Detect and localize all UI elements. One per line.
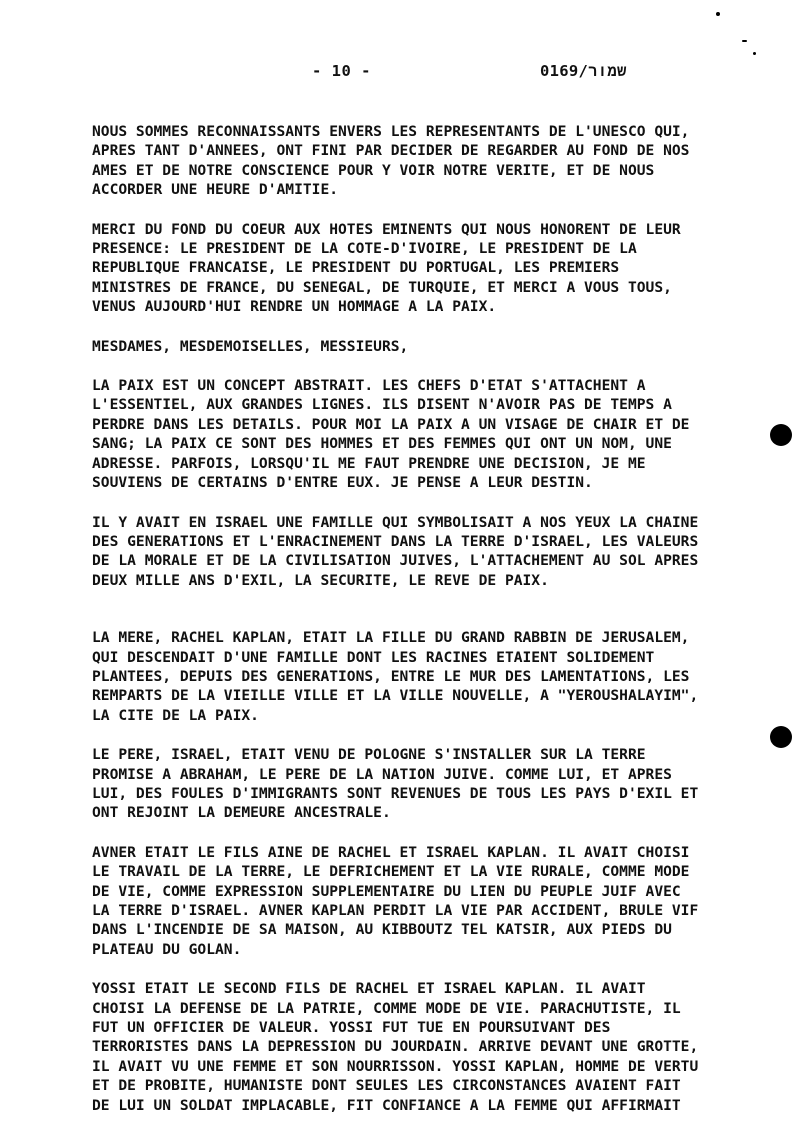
- paragraph-family-symbol: IL Y AVAIT EN ISRAEL UNE FAMILLE QUI SYMBOLISAIT A NOS YEUX LA CHAINE DES GENERATIONS ET L'ENRACINEMENT DANS LA TERRE D'ISRAEL, LES VALEURS DE LA MORALE ET DE LA CIVILISATION JUIVES, L'ATTACHEMENT AU SOL APRES DEUX MILLE ANS D'EXIL, LA SECURITE, LE REVE DE PAIX.: [92, 513, 699, 589]
- paragraph-mother: LA MERE, RACHEL KAPLAN, ETAIT LA FILLE DU GRAND RABBIN DE JERUSALEM, QUI DESCENDAIT D'UNE FAMILLE DONT LES RACINES ETAIENT SOLIDEMENT PLANTEES, DEPUIS DES GENERATIONS, ENTRE LE MUR DES LAMENTATIONS, LES REMPARTS DE LA VIEILLE VILLE ET LA VILLE NOUVELLE, A "YEROUSHALAYIM", LA CITE DE LA PAIX.: [92, 629, 699, 724]
- document-body: [92, 122, 699, 1115]
- punch-hole-mark: [770, 424, 792, 446]
- paragraph-peace-concept: LA PAIX EST UN CONCEPT ABSTRAIT. LES CHEFS D'ETAT S'ATTACHENT A L'ESSENTIEL, AUX GRANDES LIGNES. ILS DISENT N'AVOIR PAS DE TEMPS A PERDRE DANS LES DETAILS. POUR MOI LA PAIX A UN VISAGE DE CHAIR ET DE SANG; LA PAIX CE SONT DES HOMMES ET DES FEMMES QUI ONT UN NOM, UNE ADRESSE. PARFOIS, LORSQU'IL ME FAUT PRENDRE UNE DECISION, JE ME SOUVIENS DE CERTAINS D'ENTRE EUX. JE PENSE A LEUR DESTIN.: [92, 377, 690, 492]
- paragraph-yossi: YOSSI ETAIT LE SECOND FILS DE RACHEL ET ISRAEL KAPLAN. IL AVAIT CHOISI LA DEFENSE DE LA PATRIE, COMME MODE DE VIE. PARACHUTISTE, IL FUT UN OFFICIER DE VALEUR. YOSSI FUT TUE EN POURSUIVANT DES TERRORISTES DANS LA DEPRESSION DU JOURDAIN. ARRIVE DEVANT UNE GROTTE, IL AVAIT VU UNE FEMME ET SON NOURRISSON. YOSSI KAPLAN, HOMME DE VERTU ET DE PROBITE, HUMANISTE DONT SEULES LES CIRCONSTANCES AVAIENT FAIT DE LUI UN SOLDAT IMPLACABLE, FIT CONFIANCE A LA FEMME QUI AFFIRMAIT: [92, 980, 699, 1114]
- paragraph-unesco-thanks: NOUS SOMMES RECONNAISSANTS ENVERS LES REPRESENTANTS DE L'UNESCO QUI, APRES TANT D'ANNEES, ONT FINI PAR DECIDER DE REGARDER AU FOND DE NOS AMES ET DE NOTRE CONSCIENCE POUR Y VOIR NOTRE VERITE, ET DE NOUS ACCORDER UNE HEURE D'AMITIE.: [92, 123, 690, 199]
- page-number: - 10 -: [312, 62, 371, 80]
- scan-speck: [753, 52, 756, 55]
- scan-speck: [742, 40, 747, 42]
- paragraph-avner: AVNER ETAIT LE FILS AINE DE RACHEL ET ISRAEL KAPLAN. IL AVAIT CHOISI LE TRAVAIL DE LA TERRE, LE DEFRICHEMENT ET LA VIE RURALE, COMME MODE DE VIE, COMME EXPRESSION SUPPLEMENTAIRE DU LIEN DU PEUPLE JUIF AVEC LA TERRE D'ISRAEL. AVNER KAPLAN PERDIT LA VIE PAR ACCIDENT, BRULE VIF DANS L'INCENDIE DE SA MAISON, AU KIBBOUTZ TEL KATSIR, AUX PIEDS DU PLATEAU DU GOLAN.: [92, 843, 699, 958]
- document-reference: שמור/0169: [540, 62, 627, 80]
- paragraph-guests-thanks: MERCI DU FOND DU COEUR AUX HOTES EMINENTS QUI NOUS HONORENT DE LEUR PRESENCE: LE PRESIDENT DE LA COTE-D'IVOIRE, LE PRESIDENT DE LA REPUBLIQUE FRANCAISE, LE PRESIDENT DU PORTUGAL, LES PREMIERS MINISTRES DE FRANCE, DU SENEGAL, DE TURQUIE, ET MERCI A VOUS TOUS, VENUS AUJOURD'HUI RENDRE UN HOMMAGE A LA PAIX.: [92, 220, 681, 316]
- punch-hole-mark: [770, 726, 792, 748]
- paragraph-salutation: MESDAMES, MESDEMOISELLES, MESSIEURS,: [92, 337, 409, 355]
- paragraph-father: LE PERE, ISRAEL, ETAIT VENU DE POLOGNE S'INSTALLER SUR LA TERRE PROMISE A ABRAHAM, LE PERE DE LA NATION JUIVE. COMME LUI, ET APRES LUI, DES FOULES D'IMMIGRANTS SONT REVENUES DE TOUS LES PAYS D'EXIL ET ONT REJOINT LA DEMEURE ANCESTRALE.: [92, 746, 699, 822]
- scan-speck: [716, 12, 720, 16]
